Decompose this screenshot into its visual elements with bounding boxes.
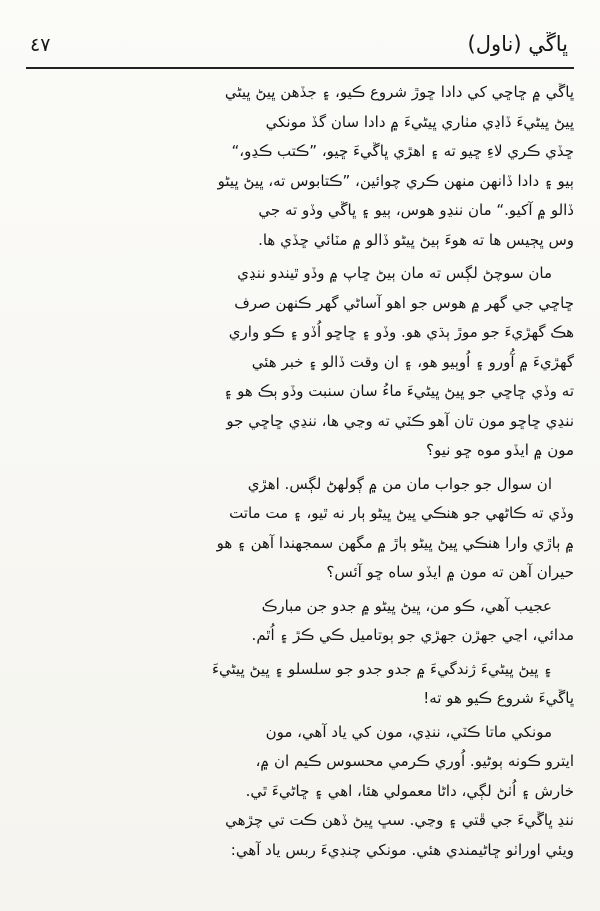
page-header [28, 26, 572, 64]
text-line: ڇڏي ڪري لاءِ ڇيو ته ۽ اهڙي ڀاڱيءَ ڇيو، ”ڪتب ڪڍو،“ [231, 142, 574, 160]
text-line: خارش ۽ اُٺڻ لڳي، داڻا معمولي هئا، اهي ۽ ڇاڻيءَ ٿي. [245, 781, 574, 800]
paragraph-first-line: ۽ ڀيڻ ڀيڻيءَ ژندگيءَ ۾ جدو جدو جو سلسلو ۽ ڀيڻ ڀيڻيءَ [211, 659, 552, 678]
text-line: ٻيو ۽ دادا ڏانهن منهن ڪري چوائين، ”ڪتابوس ته، ڀيڻ ڀيڻو [217, 171, 574, 190]
text-line: ته وڏي ڇاڇي جو ڀيڻ ڀيڻيءَ ماءُ سان سنبت وڏو ٻڪ هو ۽ [223, 382, 574, 400]
text-line: مون ۾ ايڏو موه ڇو نيو؟ [426, 441, 574, 459]
paragraph-first-line: مان سوچڻ لڳس ته مان ٻيڻ ڇاپ ۾ وڏو ٿيندو ننڍي [237, 264, 552, 282]
paragraph-first-line: ان سوال جو جواب مان من ۾ ڳولهڻ لڳس. اهڙي [247, 474, 552, 493]
text-line: ڏالو ۾ آکيو.“ مان ننڍو هوس، ٻيو ۽ ڀاڱي وڏو ته جي [258, 201, 574, 219]
text-line: حيران آهن ته مون ۾ ايڏو ساه ڇو آئس؟ [326, 563, 574, 581]
text-line: ڀاڱيءَ شروع ڪيو هو ته! [423, 689, 574, 707]
text-line: ننڍ ڀاڱيءَ جي ڦتي ۽ وڃي. سڀ ڀيڻ ڏهن ڪت تي چڙهي [225, 811, 574, 829]
running-title: ڀاڱي (ناول) [467, 32, 568, 56]
page-number: ٤٧ [30, 34, 51, 56]
page-body-text [26, 78, 574, 901]
text-line: ايترو ڪونه ٻوڻيو. اُوري ڪرمي محسوس ڪيم ان ۾، [255, 752, 574, 770]
text-line: مدائي، اڃي جهڙن جهڙي جو ٻوتاميل ڪي ڪڙ ۽ اُٿم. [251, 626, 574, 644]
text-line: ڇاڇي جي گهر ۾ هوس جو اهو آساڻي گهر ڪنهن صرف [234, 293, 574, 312]
text-line: ڀيڻ ڀيڻيءَ ڏاڍي مٺاري ڀيڻيءَ ۾ دادا سان گڏ مونکي [265, 112, 574, 131]
text-line: ڀاڱي ۾ ڇاڇي کي دادا ڇوڙ شروع ڪيو، ۽ جڏهن ڀيڻ ڀيڻي [224, 83, 574, 101]
text-line: گهڙيءَ ۾ آُورو ۽ اُوٻيو هو، ۽ ان وقت ڏالو ۽ خبر هئي [251, 352, 574, 371]
text-line: ۾ ٻاڙي وارا هنڪي ڀيڻ ڀيڻو ٻاڙ ۾ مگهن سمجهندا آهن ۽ هو [216, 533, 574, 552]
text-line: وڏي ته ڪاڻهي جو هنڪي ڀيڻ ڀيڻو ٻار نه ٿيو، ۽ مت ماتت [229, 504, 574, 522]
text-line: هڪ گهڙيءَ جو موڙ ٻڌي هو. وڏو ۽ ڇاڇو اُڏو ۽ ڪو واري [228, 323, 574, 341]
header-divider [26, 67, 574, 69]
text-line: وس ڀڄيس ها ته هوءَ ٻيڻ ڀيڻو ڏالو ۾ مٽائي ڇڏي ها. [258, 230, 574, 249]
paragraph-first-line: مونکي ماتا ڪٽي، ننڍي، مون کي ياد آهي، مون [265, 722, 552, 741]
text-line: ننڍي ڇاڇو مون تان آهو ڪٽي ته وڃي ها، ننڍي ڇاڇي جو [226, 411, 574, 430]
paragraph-first-line: عجيب آهي، ڪو من، ڀيڻ ڀيڻو ۾ جدو جن مبارڪ [261, 596, 552, 615]
text-line: ويئي اوراٺو ڇاڻيمندي هئي. مونکي چنڊيءَ ربس ياد آهي: [230, 840, 574, 859]
